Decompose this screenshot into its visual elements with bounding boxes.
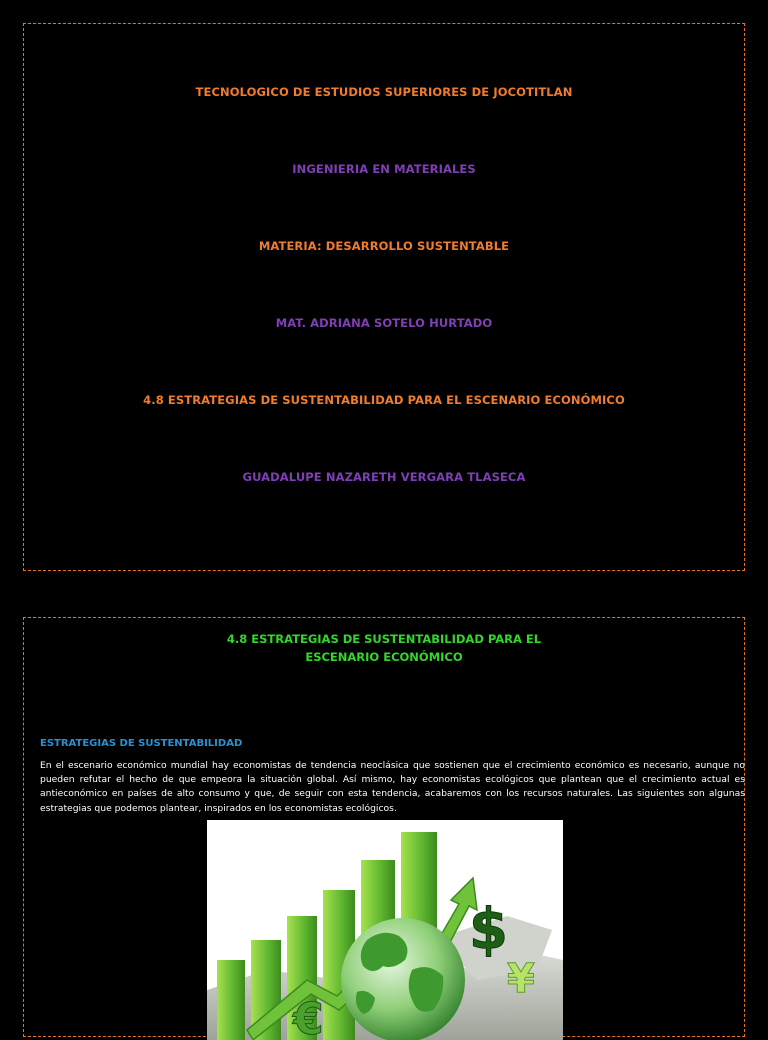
slide-title-line-1: 4.8 ESTRATEGIAS DE SUSTENTABILIDAD PARA EL: [226, 632, 542, 646]
section-heading: ESTRATEGIAS DE SUSTENTABILIDAD: [40, 738, 243, 749]
teacher-name: MAT. ADRIANA SOTELO HURTADO: [275, 316, 493, 330]
body-paragraph: En el escenario económico mundial hay economistas de tendencia neoclásica que sostienen que el crecimiento económico es necesario, aunque no pueden refutar el hecho de que empeora la situación global. Así mismo, hay economistas ecológicos que plantean que el crecimiento actual es antieconómico en países de alto consumo y que, de seguir con esta tendencia, acabaremos con los recursos naturales. Las siguientes son algunas estrategias que podemos plantear, inspirados en los economistas ecológicos.: [40, 760, 745, 814]
institution-name: TECNOLOGICO DE ESTUDIOS SUPERIORES DE JOCOTITLAN: [195, 85, 573, 99]
bar-1: [217, 960, 245, 1040]
economy-illustration: [207, 820, 563, 1040]
economy-illustration-graphic: [207, 820, 563, 1040]
career-name: INGENIERIA EN MATERIALES: [292, 162, 476, 176]
euro-sign: €: [293, 994, 324, 1040]
subject-name: MATERIA: DESARROLLO SUSTENTABLE: [258, 239, 510, 253]
slide-title: [24, 630, 744, 666]
slide-title-line-2: ESCENARIO ECONÓMICO: [305, 650, 463, 664]
content-slide: [23, 617, 745, 1040]
topic-title: 4.8 ESTRATEGIAS DE SUSTENTABILIDAD PARA EL ESCENARIO ECONÓMICO: [143, 393, 625, 407]
yen-sign: ¥: [507, 956, 535, 1002]
cover-slide: [23, 23, 745, 571]
dollar-sign: $: [469, 897, 508, 962]
author-name: GUADALUPE NAZARETH VERGARA TLASECA: [242, 470, 526, 484]
globe: [341, 918, 465, 1040]
